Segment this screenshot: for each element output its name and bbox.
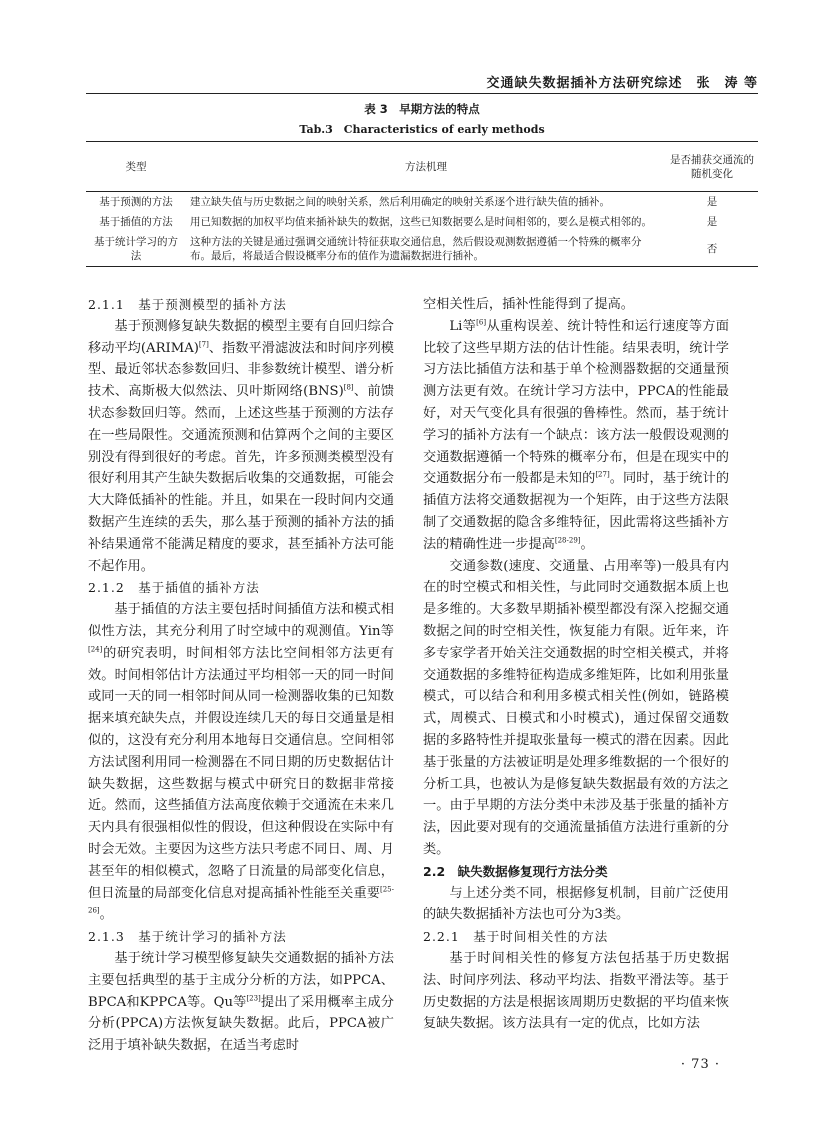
text: 、前馈状态参数回归等。然而，上述这些基于预测的方法存在一些局限性。交通流预测和估算两个之间的主要区别没有得到很好的考虑。首先，许多预测类模型没有很好利用其产生缺失数据后收集的交通数据，可能会大大降低插补的性能。并且，如果在一段时间内交通数据产生连续的丢失，那么基于预测的插补方法的插补结果通常不能满足精度的要求，甚至插补方法可能不起作用。 xyxy=(88,384,395,574)
heading-2-1-2: 2.1.2 基于插值的插补方法 xyxy=(88,580,260,596)
citation: [25-26] xyxy=(88,885,394,915)
table-cell-mechanism: 用已知数据的加权平均值来插补缺失的数据，这些已知数据要么是时间相邻的，要么是模式相邻的。 xyxy=(190,216,652,228)
header-rule xyxy=(86,93,758,94)
table-row xyxy=(86,232,758,267)
paragraph xyxy=(88,948,394,1057)
citation: [8] xyxy=(343,383,354,392)
paragraph: 空相关性后，插补性能得到了提高。 xyxy=(423,297,634,312)
text: 从重构误差、统计特性和运行速度等方面比较了这些早期方法的估计性能。结果表明，统计学习方法比插值方法和基于单个检测器数据的交通量预测方法更有效。在统计学习方法中，PPCA的性能最好，对天气变化具有很强的鲁棒性。然而，基于统计学习的插补方法有一个缺点：该方法一般假设观测的交通数据遵循一个特殊的概率分布，但是在现实中的交通数据分布一般都是未知的 xyxy=(423,318,729,487)
paragraph xyxy=(423,316,729,556)
heading-2-2-1: 2.2.1 基于时间相关性的方法 xyxy=(423,929,609,945)
table-header-mechanism: 方法机理 xyxy=(186,142,666,192)
citation: [6] xyxy=(476,318,487,327)
table-cell-mechanism: 建立缺失值与历史数据之间的映射关系，然后利用确定的映射关系逐个进行缺失值的插补。 xyxy=(190,196,610,208)
citation: [28-29] xyxy=(554,536,581,545)
heading-2-2: 2.2 缺失数据修复现行方法分类 xyxy=(423,863,608,879)
text: 基于预测修复缺失数据的模型主要有自回归综合移动平均(ARIMA) xyxy=(88,318,394,356)
page-number: · 73 · xyxy=(680,1057,720,1072)
text: 基于插值的方法主要包括时间插值方法和模式相似性方法，其充分利用了时空域中的观测值。Yin等 xyxy=(88,602,394,639)
paragraph xyxy=(88,599,394,926)
paragraph: 基于时间相关性的修复方法包括基于历史数据法、时间序列法、移动平均法、指数平滑法等。基于历史数据的方法是根据该周期历史数据的平均值来恢复缺失数据。该方法具有一定的优点，比如方法 xyxy=(423,950,729,1032)
paragraph xyxy=(88,316,394,578)
table-header-type: 类型 xyxy=(86,142,186,192)
table-cell-type: 基于预测的方法 xyxy=(99,196,173,208)
table-header-capture: 是否捕获交通流的随机变化 xyxy=(666,142,758,192)
table-caption-en: Tab.3 Characteristics of early methods xyxy=(299,123,545,136)
citation: [7] xyxy=(198,340,209,349)
text: 基于统计学习模型修复缺失交通数据的插补方法主要包括典型的基于主成分分析的方法，如PPCA、BPCA和KPPCA等。Qu等 xyxy=(88,950,394,1010)
table-cell-mechanism: 这种方法的关键是通过强调交通统计特征获取交通信息，然后假设观测数据遵循一个特殊的概率分布。最后，将最适合假设概率分布的值作为遗漏数据进行插补。 xyxy=(186,232,666,267)
table-row xyxy=(86,212,758,232)
text: 提出了采用概率主成分分析(PPCA)方法恢复缺失数据。此后，PPCA被广泛用于填补缺失数据，在适当考虑时 xyxy=(88,994,394,1054)
paragraph: 与上述分类不同，根据修复机制，目前广泛使用的缺失数据插补方法也可分为3类。 xyxy=(423,885,729,923)
text: 、指数平滑滤波法和时间序列模型、最近邻状态参数回归、非参数统计模型、谱分析技术、高斯极大似然法、贝叶斯网络(BNS) xyxy=(88,340,394,400)
text: 。 xyxy=(580,536,594,552)
early-methods-table xyxy=(86,141,758,267)
citation: [23] xyxy=(246,994,261,1003)
table-cell-capture: 是 xyxy=(706,216,718,228)
table-caption-cn: 表 3 早期方法的特点 xyxy=(364,102,480,116)
text: 。 xyxy=(99,907,113,923)
running-head: 交通缺失数据插补方法研究综述 张 涛 等 xyxy=(486,76,758,91)
text: 的研究表明，时间相邻方法比空间相邻方法更有效。时间相邻估计方法通过平均相邻一天的同一时间或同一天的同一相邻时间从同一检测器收集的已知数据来填充缺失点，并假设连续几天的每日交通量是相似的，这没有充分利用本地每日交通信息。空间相邻方法试图利用同一检测器在不同日期的历史数据估计缺失数据，这些数据与模式中研究日的数据非常接近。然而，这些插值方法高度依赖于交通流在未来几天内具有很强相似性的假设，但这种假设在实际中有时会无效。主要因为这些方法只考虑不同日、周、月甚至年的相似模式，忽略了日流量的局部变化信息，但日流量的局部变化信息对提高插补性能至关重要 xyxy=(88,645,394,901)
table-cell-capture: 是 xyxy=(706,196,718,208)
right-column xyxy=(423,294,729,1035)
text: 。同时，基于统计的插值方法将交通数据视为一个矩阵，由于这些方法限制了交通数据的隐含多维特征，因此需将这些插补方法的精确性进一步提高 xyxy=(423,471,730,552)
citation: [27] xyxy=(595,470,610,479)
table-cell-capture: 否 xyxy=(666,232,758,267)
table-cell-type: 基于统计学习的方法 xyxy=(86,232,186,267)
table-row xyxy=(86,192,758,213)
text: Li等 xyxy=(449,318,477,334)
citation: [24] xyxy=(88,645,103,654)
table-cell-type: 基于插值的方法 xyxy=(99,216,173,228)
left-column xyxy=(88,294,394,1057)
table-header-row xyxy=(86,142,758,192)
heading-2-1-1: 2.1.1 基于预测模型的插补方法 xyxy=(88,297,287,312)
paragraph: 交通参数(速度、交通量、占用率等)一般具有内在的时空模式和相关性，与此同时交通数据本质上也是多维的。大多数早期插补模型都没有深入挖掘交通数据之间的时空相关性，恢复能力有限。近年来，许多专家学者开始关注交通数据的时空相关模式，并将交通数据的多维特征构造成多维矩阵，比如利用张量模式，可以结合和利用多模式相关性(例如，链路模式，周模式、日模式和小时模式)，通过保留交通数据的多路特性并提取张量每一模式的潜在因素。因此基于张量的方法被证明是处理多维数据的一个很好的分析工具，也被认为是修复缺失数据最有效的方法之一。由于早期的方法分类中未涉及基于张量的插补方法，因此要对现有的交通流量插值方法进行重新的分类。 xyxy=(423,558,729,857)
heading-2-1-3: 2.1.3 基于统计学习的插补方法 xyxy=(88,929,287,945)
